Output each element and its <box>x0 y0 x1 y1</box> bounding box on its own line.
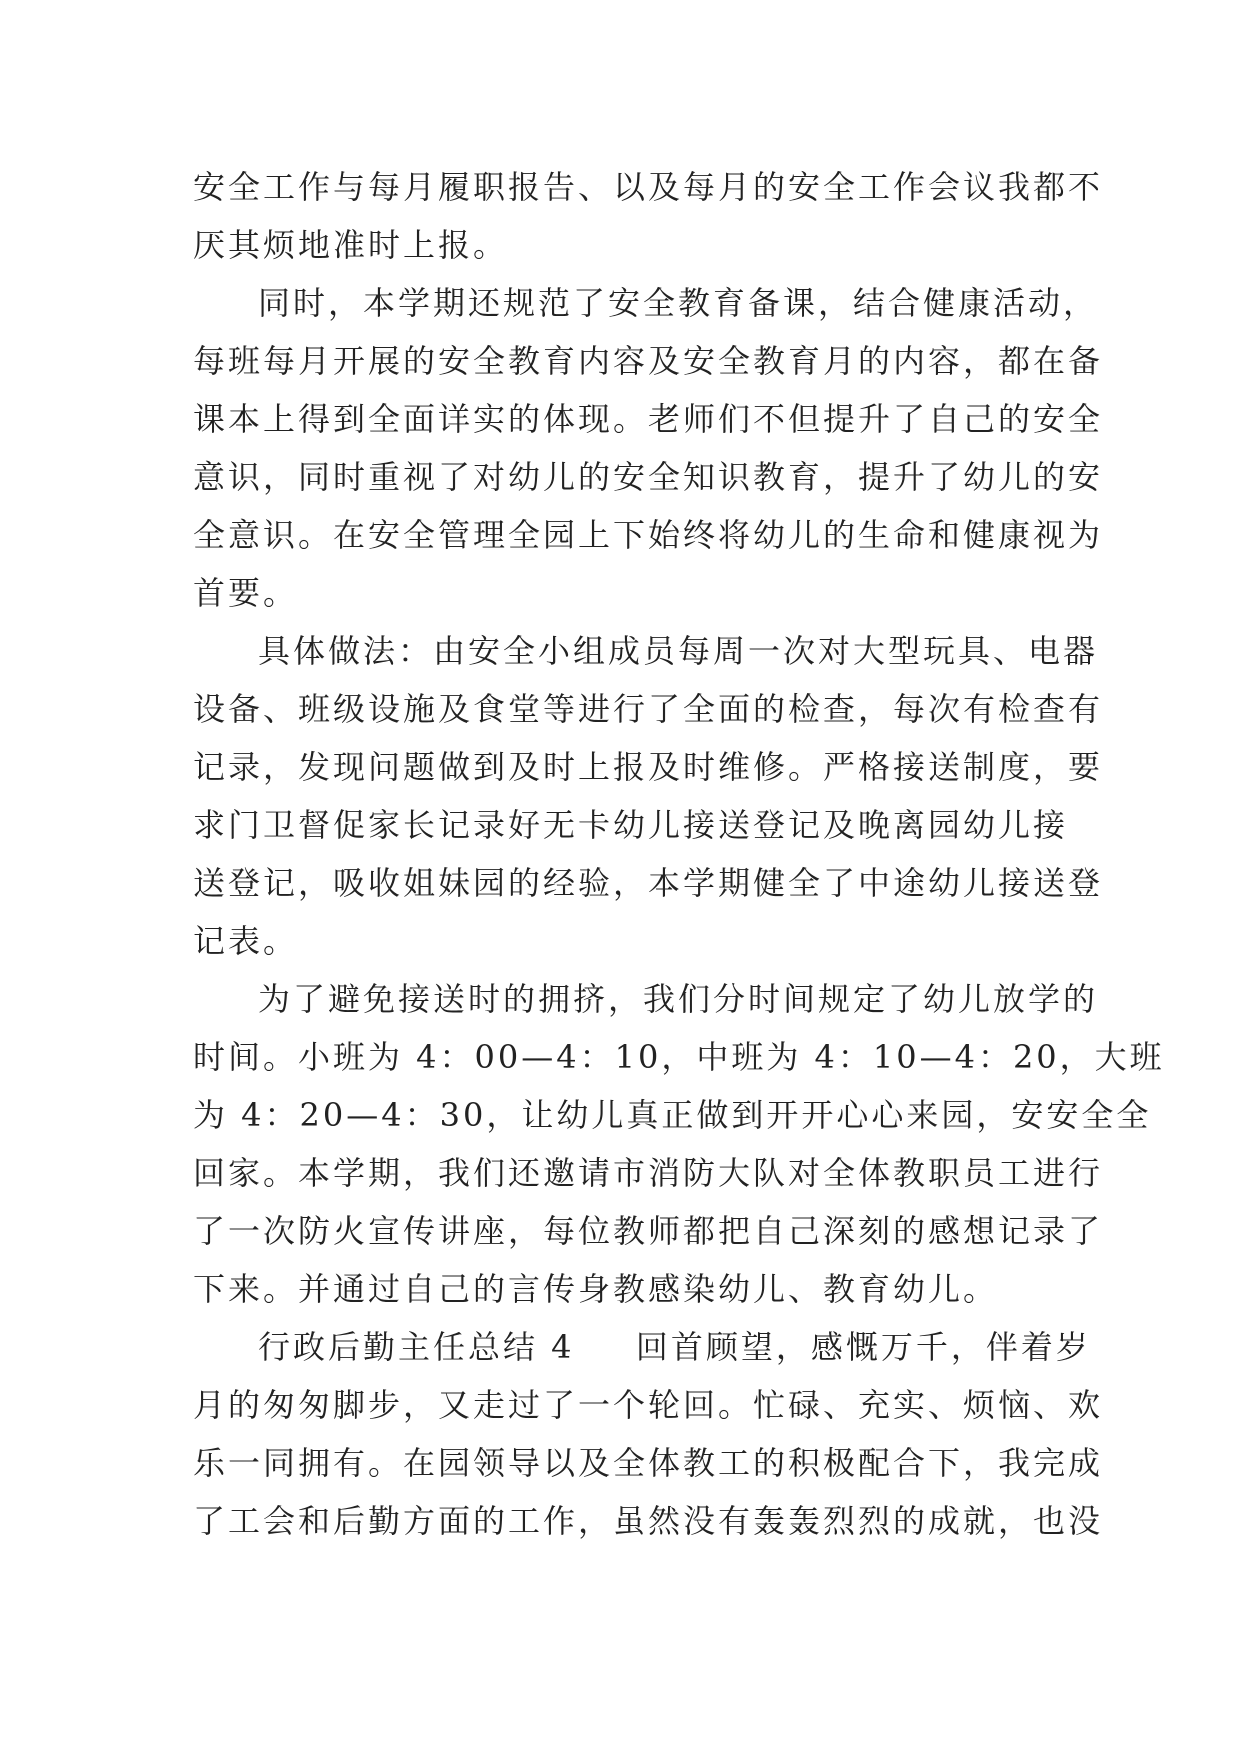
text-line: 下来。并通过自己的言传身教感染幼儿、教育幼儿。 <box>193 1270 999 1308</box>
paragraph-start-line: 同时，本学期还规范了安全教育备课，结合健康活动， <box>258 284 1099 322</box>
text-line: 记录，发现问题做到及时上报及时维修。严格接送制度，要 <box>193 748 1104 786</box>
text-line: 乐一同拥有。在园领导以及全体教工的积极配合下，我完成 <box>193 1444 1104 1482</box>
text-line: 时间。小班为 4：00—4：10，中班为 4：10—4：20，大班 <box>193 1038 1165 1076</box>
text-line: 厌其烦地准时上报。 <box>193 226 509 264</box>
paragraph-start-line: 具体做法：由安全小组成员每周一次对大型玩具、电器 <box>258 632 1099 670</box>
text-line: 求门卫督促家长记录好无卡幼儿接送登记及晚离园幼儿接 <box>193 806 1069 844</box>
text-line: 意识，同时重视了对幼儿的安全知识教育，提升了幼儿的安 <box>193 458 1104 496</box>
text-line: 设备、班级设施及食堂等进行了全面的检查，每次有检查有 <box>193 690 1104 728</box>
text-line: 为 4：20—4：30，让幼儿真正做到开开心心来园，安安全全 <box>193 1096 1152 1134</box>
text-line: 了一次防火宣传讲座，每位教师都把自己深刻的感想记录了 <box>193 1212 1104 1250</box>
text-line: 首要。 <box>193 574 299 612</box>
text-line: 安全工作与每月履职报告、以及每月的安全工作会议我都不 <box>193 168 1104 206</box>
text-line: 送登记，吸收姐妹园的经验，本学期健全了中途幼儿接送登 <box>193 864 1104 902</box>
text-line: 每班每月开展的安全教育内容及安全教育月的内容，都在备 <box>193 342 1104 380</box>
paragraph-start-line: 行政后勤主任总结 4 回首顾望，感慨万千，伴着岁 <box>258 1328 1091 1366</box>
document-body <box>193 158 1165 1550</box>
text-line: 全意识。在安全管理全园上下始终将幼儿的生命和健康视为 <box>193 516 1104 554</box>
text-line: 回家。本学期，我们还邀请市消防大队对全体教职员工进行 <box>193 1154 1104 1192</box>
paragraph-start-line: 为了避免接送时的拥挤，我们分时间规定了幼儿放学的 <box>258 980 1099 1018</box>
text-line: 记表。 <box>193 922 299 960</box>
text-line: 课本上得到全面详实的体现。老师们不但提升了自己的安全 <box>193 400 1104 438</box>
text-line: 月的匆匆脚步，又走过了一个轮回。忙碌、充实、烦恼、欢 <box>193 1386 1104 1424</box>
text-line: 了工会和后勤方面的工作，虽然没有轰轰烈烈的成就，也没 <box>193 1502 1104 1540</box>
